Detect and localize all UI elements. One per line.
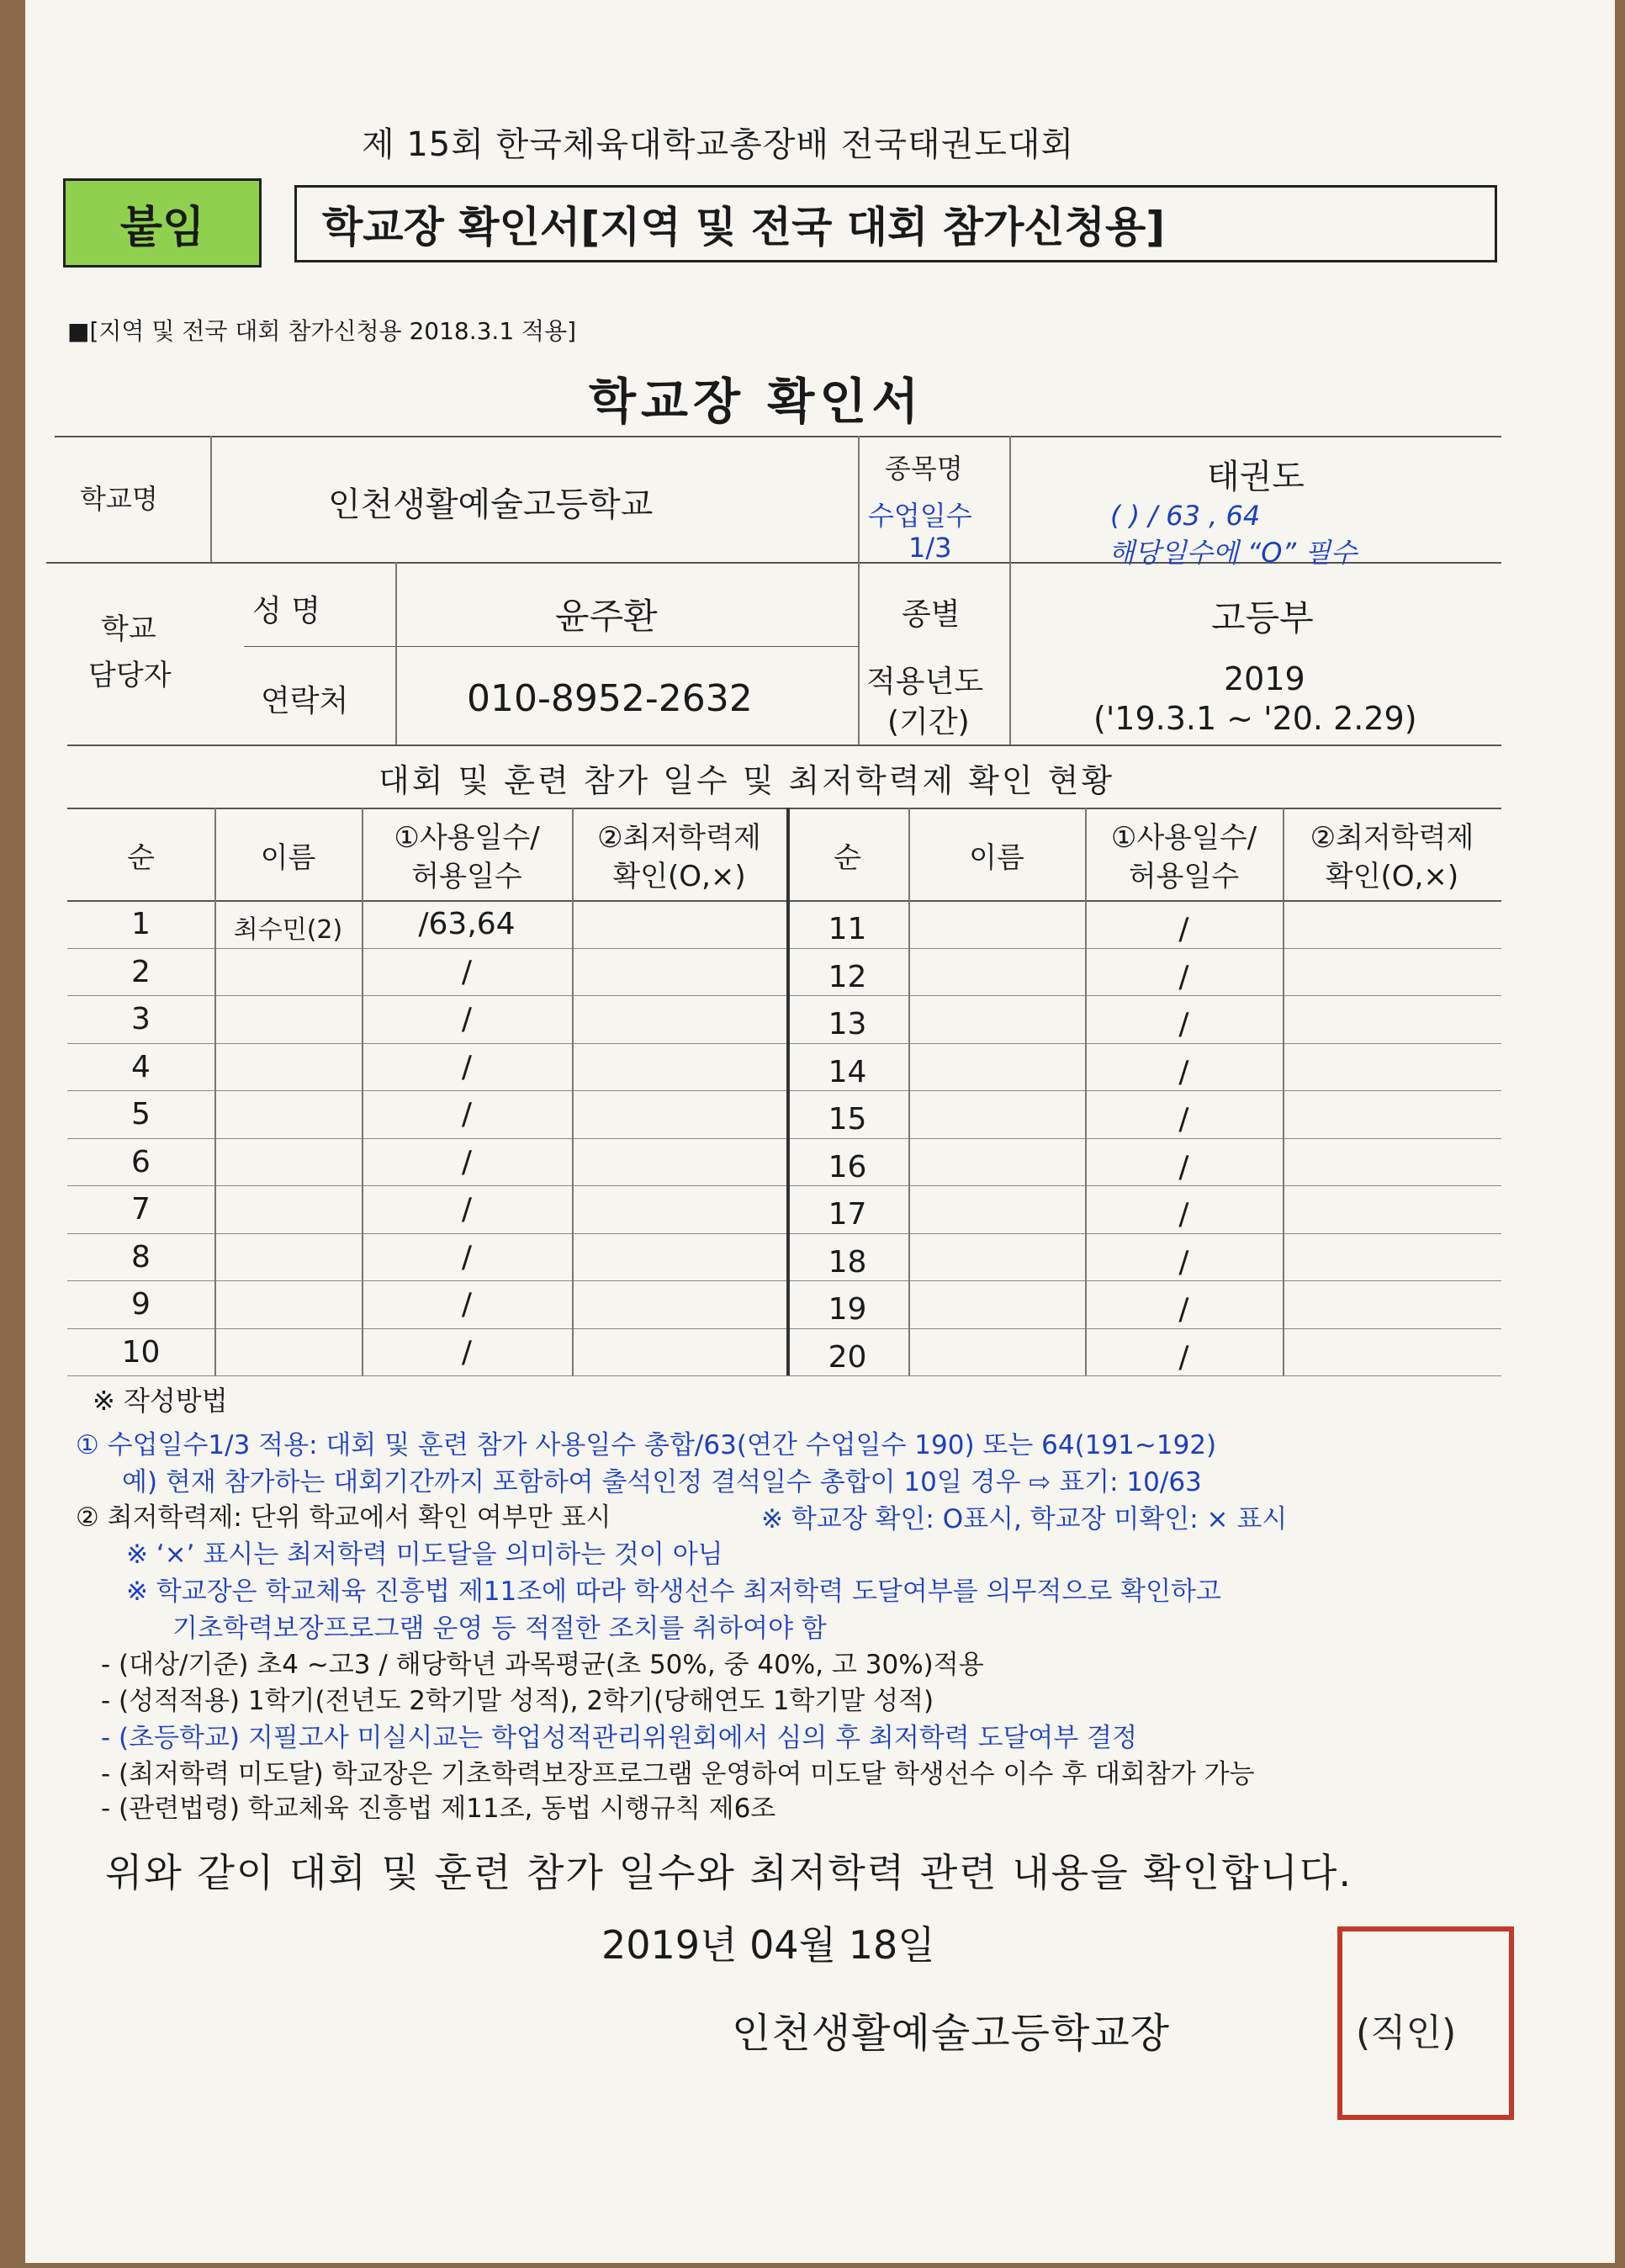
row-days: / <box>461 954 473 989</box>
class-days-note: 해당일수에 “O” 필수 <box>1109 537 1358 569</box>
method-line-9: - (초등학교) 지필고사 미실시교는 학업성적관리위원회에서 심의 후 최저학력 도달여부 결정 <box>101 1723 1138 1753</box>
method-line-10: - (최저학력 미도달) 학교장은 기초학력보장프로그램 운영하여 미도달 학생선수 이수 후 대회참가 가능 <box>101 1759 1255 1789</box>
method-line-5: ※ 학교장은 학교체육 진흥법 제11조에 따라 학생선수 최저학력 도달여부를 의무적으로 확인하고 <box>126 1576 1221 1607</box>
method-line-6: 기초학력보장프로그램 운영 등 적절한 조치를 취하여야 함 <box>172 1614 827 1644</box>
method-line-3: ② 최저학력제: 단위 학교에서 확인 여부만 표시 <box>76 1502 611 1533</box>
seal-label: (직인) <box>1356 2011 1457 2054</box>
period: ('19.3.1 ~ '20. 2.29) <box>1093 700 1417 737</box>
row-number: 3 <box>131 1002 151 1036</box>
principal-signature: 인천생활예술고등학교장 <box>732 2010 1171 2057</box>
row-days: / <box>461 1097 473 1131</box>
info-bottom-border <box>67 745 1501 746</box>
table-header-col-name: 이름 <box>260 841 316 875</box>
info-vline <box>210 436 212 562</box>
row-number: 8 <box>131 1239 151 1274</box>
table-column-border <box>214 808 216 1375</box>
row-days: / <box>1178 1149 1189 1184</box>
row-number: 15 <box>828 1102 867 1137</box>
contact-label: 연락처 <box>261 684 349 718</box>
competition-title: 제 15회 한국체육대학교총장배 전국태권도대회 <box>362 125 1075 164</box>
table-header-col-no: 순 <box>834 841 861 875</box>
row-name: 최수민(2) <box>233 915 343 945</box>
table-row-border <box>67 1043 1501 1044</box>
row-days: / <box>1178 1339 1189 1375</box>
division: 고등부 <box>1211 597 1314 639</box>
row-days: / <box>1178 912 1189 946</box>
school-name: 인천생활예술고등학교 <box>328 485 654 524</box>
manager-name: 윤주환 <box>555 596 658 637</box>
year-label-2: (기간) <box>887 705 970 739</box>
method-line-4: ※ ‘×’ 표시는 최저학력 미도달을 의미하는 것이 아님 <box>126 1539 723 1570</box>
table-row-border <box>67 995 1501 996</box>
event: 태권도 <box>1207 458 1305 496</box>
table-row-border <box>67 1233 1501 1234</box>
table-row-border <box>67 1280 1501 1281</box>
table-header-col-min-2: 확인(O,×) <box>1325 860 1459 893</box>
row-days: / <box>461 1002 473 1036</box>
row-days: / <box>461 1049 473 1084</box>
table-row-border <box>67 1185 1501 1186</box>
table-header-col-no: 순 <box>127 841 155 875</box>
manager-label: 학교 <box>101 612 156 646</box>
row-number: 6 <box>131 1144 151 1179</box>
method-heading: ※ 작성방법 <box>93 1385 228 1417</box>
table-column-border <box>908 808 910 1375</box>
form-title: 학교장 확인서[지역 및 전국 대회 참가신청용] <box>322 203 1166 252</box>
row-number: 16 <box>828 1149 867 1184</box>
method-line-3b: ※ 학교장 확인: O표시, 학교장 미확인: × 표시 <box>761 1504 1288 1534</box>
info-vline <box>395 562 397 745</box>
form-title-box <box>294 185 1497 262</box>
row-days: /63,64 <box>418 907 516 941</box>
table-header-border <box>67 900 1501 902</box>
row-number: 9 <box>131 1287 151 1322</box>
row-number: 10 <box>121 1334 161 1370</box>
row-number: 5 <box>131 1097 151 1131</box>
method-line-1: ① 수업일수1/3 적용: 대회 및 훈련 참가 사용일수 총합/63(연간 수업일수 190) 또는 64(191~192) <box>76 1430 1217 1460</box>
row-days: / <box>1178 1054 1189 1089</box>
school-name-label: 학교명 <box>80 483 158 515</box>
row-days: / <box>461 1192 473 1227</box>
info-vline <box>858 436 860 745</box>
table-header-col-min-1: ②최저학력제 <box>597 821 761 855</box>
row-days: / <box>461 1287 473 1322</box>
row-number: 12 <box>828 959 867 994</box>
row-days: / <box>1178 1197 1189 1232</box>
row-number: 2 <box>131 954 151 989</box>
method-line-7: - (대상/기준) 초4 ~고3 / 해당학년 과목평균(초 50%, 중 40%, 고 30%)적용 <box>101 1650 984 1680</box>
manager-label-2: 담당자 <box>88 659 172 692</box>
row-days: / <box>461 1239 473 1274</box>
row-days: / <box>1178 1007 1189 1041</box>
table-row-border <box>67 1138 1501 1139</box>
row-number: 13 <box>828 1007 867 1041</box>
method-line-11: - (관련법령) 학교체육 진흥법 제11조, 동법 시행규칙 제6조 <box>101 1794 776 1824</box>
sub-note: ■[지역 및 전국 대회 참가신청용 2018.3.1 적용] <box>67 317 577 345</box>
table-header-col-min-2: 확인(O,×) <box>612 860 746 893</box>
attachment-badge: 붙임 <box>63 178 262 268</box>
row-days: / <box>1178 1244 1189 1280</box>
row-number: 19 <box>828 1292 867 1327</box>
method-line-2: 예) 현재 참가하는 대회기간까지 포함하여 출석인정 결석일수 총합이 10일 경우 ⇨ 표기: 10/63 <box>122 1467 1202 1497</box>
table-row-border <box>67 1090 1501 1091</box>
row-days: / <box>1178 1292 1189 1327</box>
info-divider-sub <box>244 646 858 647</box>
row-number: 7 <box>131 1192 151 1227</box>
division-label: 종별 <box>902 597 961 632</box>
event-label: 종목명 <box>885 453 963 485</box>
row-days: / <box>461 1334 473 1370</box>
class-days-label: 수업일수 <box>868 500 972 532</box>
year-value: 2019 <box>1224 660 1305 697</box>
table-header-col-days-1: ①사용일수/ <box>1110 821 1257 855</box>
table-header-col-name: 이름 <box>969 841 1024 875</box>
row-number: 4 <box>131 1049 151 1084</box>
document-title: 학교장 확인서 <box>589 373 924 430</box>
table-header-col-min-1: ②최저학력제 <box>1310 821 1474 855</box>
row-number: 1 <box>131 907 151 941</box>
table-row-border <box>67 1328 1501 1329</box>
row-days: / <box>461 1144 473 1179</box>
confirm-statement: 위와 같이 대회 및 훈련 참가 일수와 최저학력 관련 내용을 확인합니다. <box>105 1850 1353 1895</box>
row-number: 20 <box>828 1339 867 1375</box>
row-number: 17 <box>828 1197 867 1232</box>
info-vline <box>1009 436 1011 745</box>
method-line-8: - (성적적용) 1학기(전년도 2학기말 성적), 2학기(당해연도 1학기말 성적) <box>101 1686 934 1716</box>
table-header-col-days-2: 허용일수 <box>1128 860 1240 893</box>
row-number: 18 <box>828 1244 867 1280</box>
contact: 010-8952-2632 <box>467 677 753 720</box>
table-header-col-days-1: ①사용일수/ <box>394 821 540 855</box>
table-header-col-days-2: 허용일수 <box>411 860 522 893</box>
table-border <box>67 808 1501 809</box>
year-label: 적용년도 <box>866 665 984 699</box>
name-label: 성 명 <box>252 594 320 628</box>
table-column-border <box>786 808 790 1375</box>
status-title: 대회 및 훈련 참가 일수 및 최저학력제 확인 현황 <box>378 762 1115 799</box>
info-top-border <box>55 436 1501 437</box>
row-days: / <box>1178 1102 1189 1137</box>
table-row-border <box>67 948 1501 949</box>
row-days: / <box>1178 959 1189 994</box>
issue-date: 2019년 04월 18일 <box>601 1922 935 1968</box>
row-number: 11 <box>828 912 867 946</box>
class-days-fraction: 1/3 <box>908 532 952 564</box>
class-days-value: ( ) / 63 , 64 <box>1110 500 1261 532</box>
row-number: 14 <box>828 1054 867 1089</box>
table-row-border <box>67 1375 1501 1376</box>
